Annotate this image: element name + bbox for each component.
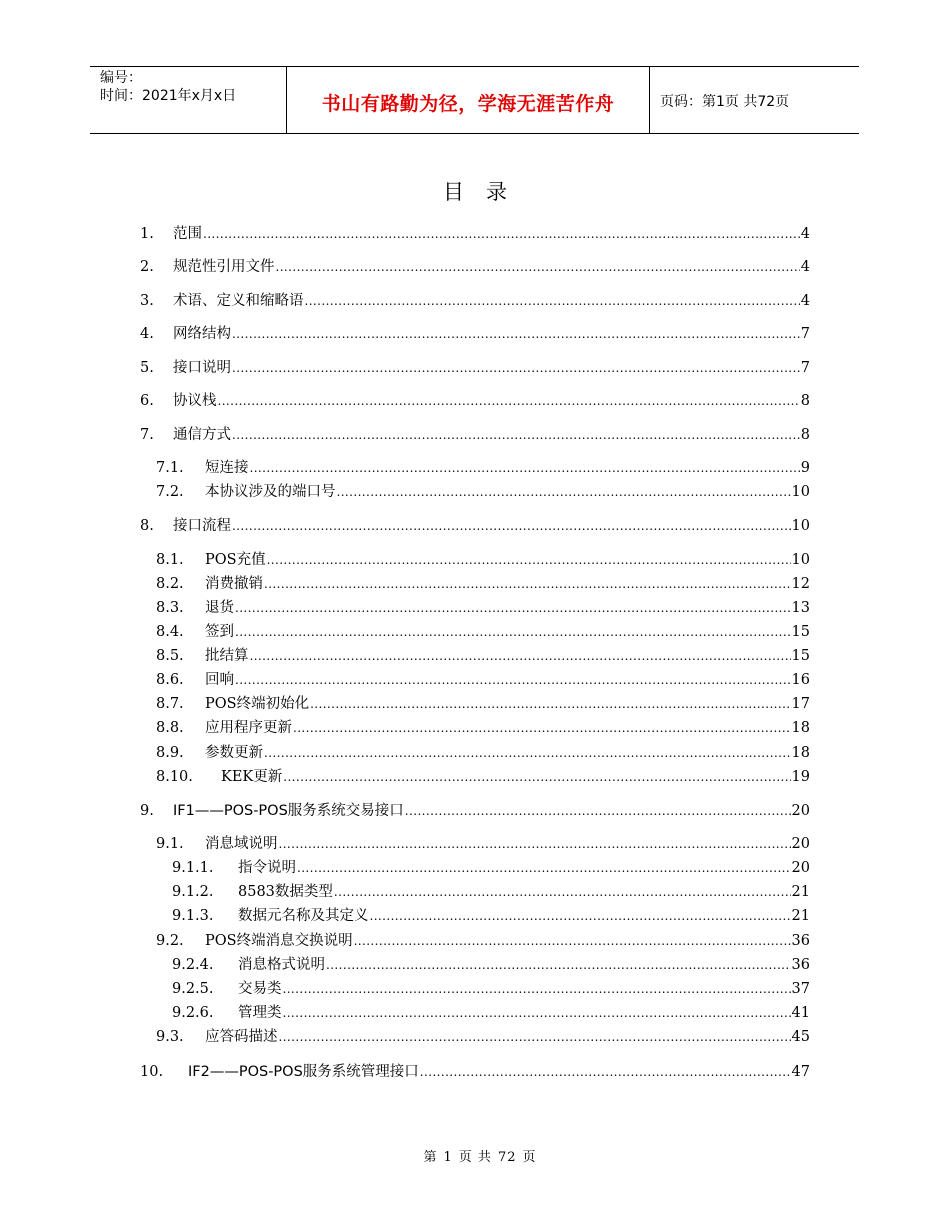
toc-page-number: 4 (800, 293, 810, 309)
toc-entry[interactable] (140, 425, 810, 445)
toc-page-number: 47 (791, 1064, 810, 1080)
toc-entry[interactable] (140, 291, 810, 311)
toc-entry[interactable] (172, 858, 810, 878)
number-label: 编号： (100, 70, 142, 86)
toc-label: 消息格式说明 (238, 957, 325, 973)
toc-label: 术语、定义和缩略语 (173, 293, 304, 309)
toc-label: 交易类 (238, 981, 282, 997)
toc-number: 8. (140, 518, 154, 534)
toc-title: 目录 (443, 180, 529, 204)
toc-page-number: 21 (791, 884, 810, 900)
toc-leader-dots (264, 743, 791, 763)
toc-entry[interactable] (172, 882, 810, 902)
header-middle-cell (286, 67, 650, 133)
toc-label: 协议栈 (173, 393, 217, 409)
toc-number: 10. (140, 1064, 164, 1080)
toc-number: 5. (140, 360, 154, 376)
toc-entry[interactable] (156, 574, 810, 594)
footer-current-page: 1 (443, 1150, 453, 1165)
toc-entry[interactable] (140, 358, 810, 378)
toc-label: 网络结构 (173, 326, 231, 342)
toc-leader-dots (297, 858, 791, 878)
toc-leader-dots (279, 1027, 791, 1047)
toc-page-number: 12 (791, 576, 810, 592)
footer-suffix: 页 (522, 1150, 537, 1165)
toc-entry[interactable] (156, 931, 810, 951)
toc-number: 7. (140, 427, 154, 443)
toc-entry[interactable] (156, 767, 810, 787)
toc-entry[interactable] (156, 834, 810, 854)
toc-number: 9.2.4. (172, 957, 214, 973)
toc-label: 消费撤销 (205, 576, 263, 592)
toc-entry[interactable] (156, 598, 810, 618)
header-right-cell (650, 67, 859, 133)
toc-leader-dots (354, 931, 791, 951)
toc-page-number: 8 (800, 427, 810, 443)
toc-label: 数据元名称及其定义 (238, 908, 369, 924)
toc-leader-dots (203, 224, 800, 244)
toc-page-number: 36 (791, 957, 810, 973)
toc-label: 规范性引用文件 (173, 259, 275, 275)
toc-page-number: 16 (791, 672, 810, 688)
toc-leader-dots (334, 882, 791, 902)
toc-number: 9.1.1. (172, 860, 214, 876)
toc-label: 参数更新 (205, 745, 263, 761)
toc-number: 1. (140, 226, 154, 242)
toc-number: 6. (140, 393, 154, 409)
toc-number: 9.1.2. (172, 884, 214, 900)
toc-number: 9.1.3. (172, 908, 214, 924)
toc-page-number: 4 (800, 259, 810, 275)
toc-number: 8.7. (156, 696, 184, 712)
toc-entry[interactable] (156, 718, 810, 738)
toc-number: 8.6. (156, 672, 184, 688)
toc-entry[interactable] (172, 906, 810, 926)
toc-label: 管理类 (238, 1005, 282, 1021)
toc-page-number: 21 (791, 908, 810, 924)
toc-leader-dots (264, 574, 791, 594)
toc-number: 9. (140, 803, 154, 819)
toc-label: 退货 (205, 600, 234, 616)
toc-page-number: 18 (791, 720, 810, 736)
toc-entry[interactable] (140, 516, 810, 536)
toc-leader-dots (420, 1062, 791, 1082)
toc-page-number: 17 (791, 696, 810, 712)
toc-leader-dots (235, 622, 791, 642)
toc-entry[interactable] (156, 482, 810, 502)
toc-page-number: 45 (791, 1029, 810, 1045)
toc-label: KEK更新 (221, 769, 283, 785)
toc-number: 8.10. (156, 769, 193, 785)
toc-leader-dots (310, 694, 790, 714)
toc-page-number: 18 (791, 745, 810, 761)
toc-page-number: 8 (800, 393, 810, 409)
footer-total-pages: 72 (497, 1150, 517, 1165)
toc-page-number: 15 (791, 624, 810, 640)
toc-number: 8.2. (156, 576, 184, 592)
toc-leader-dots (283, 1003, 791, 1023)
toc-leader-dots (250, 646, 791, 666)
toc-entry[interactable] (172, 955, 810, 975)
toc-leader-dots (235, 598, 791, 618)
toc-entry[interactable] (140, 391, 810, 411)
toc-page-number: 9 (800, 460, 810, 476)
toc-label: 应用程序更新 (205, 720, 292, 736)
toc-page-number: 7 (800, 360, 810, 376)
toc-page-number: 37 (791, 981, 810, 997)
toc-leader-dots (283, 767, 790, 787)
page-header (90, 66, 859, 134)
toc-label: POS终端初始化 (205, 696, 310, 712)
toc-label: 通信方式 (173, 427, 231, 443)
toc-number: 8.4. (156, 624, 184, 640)
toc-leader-dots (232, 358, 800, 378)
toc-leader-dots (235, 670, 791, 690)
toc-leader-dots (232, 324, 800, 344)
toc-number: 9.2.5. (172, 981, 214, 997)
toc-leader-dots (250, 458, 800, 478)
toc-leader-dots (283, 979, 791, 999)
toc-leader-dots (337, 482, 791, 502)
toc-leader-dots (276, 257, 800, 277)
toc-entry[interactable] (156, 743, 810, 763)
toc-page-number: 10 (791, 552, 810, 568)
toc-leader-dots (293, 718, 791, 738)
toc-entry[interactable] (156, 1027, 810, 1047)
toc-label: 批结算 (205, 648, 249, 664)
motto-text: 书山有路勤为径，学海无涯苦作舟 (321, 92, 615, 115)
toc-number: 9.2. (156, 933, 184, 949)
toc-page-number: 19 (791, 769, 810, 785)
toc-entry[interactable] (172, 1003, 810, 1023)
toc-page-number: 13 (791, 600, 810, 616)
toc-leader-dots (218, 391, 800, 411)
toc-number: 4. (140, 326, 154, 342)
toc-label: 8583数据类型 (238, 884, 333, 900)
page-footer (0, 1146, 950, 1165)
toc-label: 指令说明 (238, 860, 296, 876)
page-code: 页码：第1页 共72页 (660, 94, 790, 110)
toc-number: 9.3. (156, 1029, 184, 1045)
toc-entry[interactable] (156, 622, 810, 642)
toc-page-number: 36 (791, 933, 810, 949)
toc-label: 签到 (205, 624, 234, 640)
toc-leader-dots (326, 955, 791, 975)
toc-page-number: 15 (791, 648, 810, 664)
toc-page-number: 41 (791, 1005, 810, 1021)
toc-page-number: 20 (791, 836, 810, 852)
toc-label: IF1——POS-POS服务系统交易接口 (173, 803, 404, 819)
toc-leader-dots (232, 516, 791, 536)
toc-page-number: 20 (791, 803, 810, 819)
toc-entry[interactable] (156, 550, 810, 570)
toc-label: 范围 (173, 226, 202, 242)
toc-number: 9.1. (156, 836, 184, 852)
toc-entry[interactable] (172, 979, 810, 999)
toc-number: 9.2.6. (172, 1005, 214, 1021)
toc-entry[interactable] (156, 458, 810, 478)
toc-entry[interactable] (140, 1062, 810, 1082)
toc-page-number: 7 (800, 326, 810, 342)
toc-page-number: 10 (791, 484, 810, 500)
toc-entry[interactable] (140, 224, 810, 244)
toc-label: 回响 (205, 672, 234, 688)
header-left-cell (90, 67, 286, 133)
toc-number: 3. (140, 293, 154, 309)
toc-page-number: 10 (791, 518, 810, 534)
toc-label: 接口流程 (173, 518, 231, 534)
toc-entry[interactable] (140, 801, 810, 821)
toc-number: 8.5. (156, 648, 184, 664)
toc-leader-dots (232, 425, 800, 445)
toc-number: 8.9. (156, 745, 184, 761)
toc-leader-dots (305, 291, 800, 311)
toc-label: 短连接 (205, 460, 249, 476)
toc-number: 8.1. (156, 552, 184, 568)
footer-middle: 页 共 (458, 1150, 492, 1165)
toc-label: POS充值 (205, 552, 266, 568)
toc-leader-dots (279, 834, 791, 854)
footer-prefix: 第 (423, 1150, 438, 1165)
toc-page-number: 4 (800, 226, 810, 242)
toc-label: POS终端消息交换说明 (205, 933, 353, 949)
toc-entry[interactable] (140, 257, 810, 277)
toc-number: 8.8. (156, 720, 184, 736)
toc-label: 接口说明 (173, 360, 231, 376)
toc-number: 7.1. (156, 460, 184, 476)
toc-entry[interactable] (140, 324, 810, 344)
toc-number: 2. (140, 259, 154, 275)
toc-entry[interactable] (156, 694, 810, 714)
toc-entry[interactable] (156, 646, 810, 666)
toc-leader-dots (405, 801, 791, 821)
time-label: 时间：2021年x月x日 (100, 88, 237, 104)
toc-label: 消息域说明 (205, 836, 278, 852)
toc-leader-dots (370, 906, 791, 926)
toc-number: 8.3. (156, 600, 184, 616)
toc-label: 本协议涉及的端口号 (205, 484, 336, 500)
toc-page-number: 20 (791, 860, 810, 876)
toc-label: IF2——POS-POS服务系统管理接口 (188, 1064, 419, 1080)
toc-number: 7.2. (156, 484, 184, 500)
toc-entry[interactable] (156, 670, 810, 690)
toc-label: 应答码描述 (205, 1029, 278, 1045)
toc-leader-dots (267, 550, 791, 570)
